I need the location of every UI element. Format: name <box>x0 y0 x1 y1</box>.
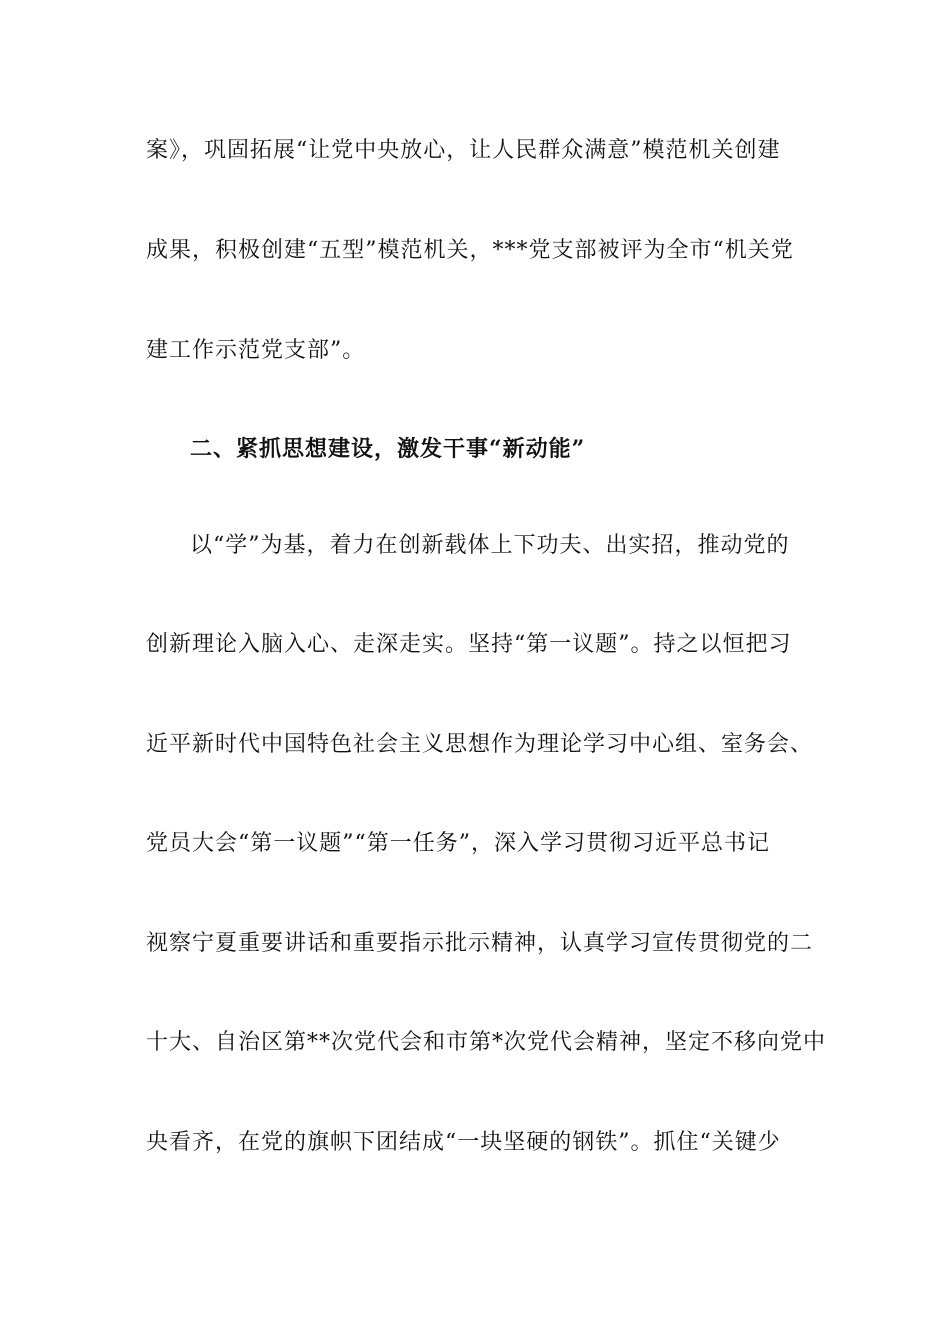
section-heading: 二、紧抓思想建设，激发干事“新动能” <box>190 436 586 462</box>
paragraph-line-7: 近平新时代中国特色社会主义思想作为理论学习中心组、室务会、 <box>146 732 814 757</box>
paragraph-line-3: 建工作示范党支部”。 <box>146 338 366 363</box>
paragraph-line-6: 创新理论入脑入心、走深走实。坚持“第一议题”。持之以恒把习 <box>146 632 792 657</box>
paragraph-line-5: 以“学”为基，着力在创新载体上下功夫、出实招，推动党的 <box>190 533 790 558</box>
paragraph-line-1: 案》，巩固拓展“让党中央放心，让人民群众满意”模范机关创建 <box>146 138 781 163</box>
paragraph-line-11: 央看齐，在党的旗帜下团结成“一块坚硬的钢铁”。抓住“关键少 <box>146 1130 781 1155</box>
paragraph-line-2: 成果，积极创建“五型”模范机关，***党支部被评为全市“机关党 <box>146 238 794 263</box>
paragraph-line-8: 党员大会“第一议题”“第一任务”，深入学习贯彻习近平总书记 <box>146 831 770 856</box>
paragraph-line-10: 十大、自治区第**次党代会和市第*次党代会精神，坚定不移向党中 <box>146 1030 827 1055</box>
paragraph-line-9: 视察宁夏重要讲话和重要指示批示精神，认真学习宣传贯彻党的二 <box>146 931 814 956</box>
